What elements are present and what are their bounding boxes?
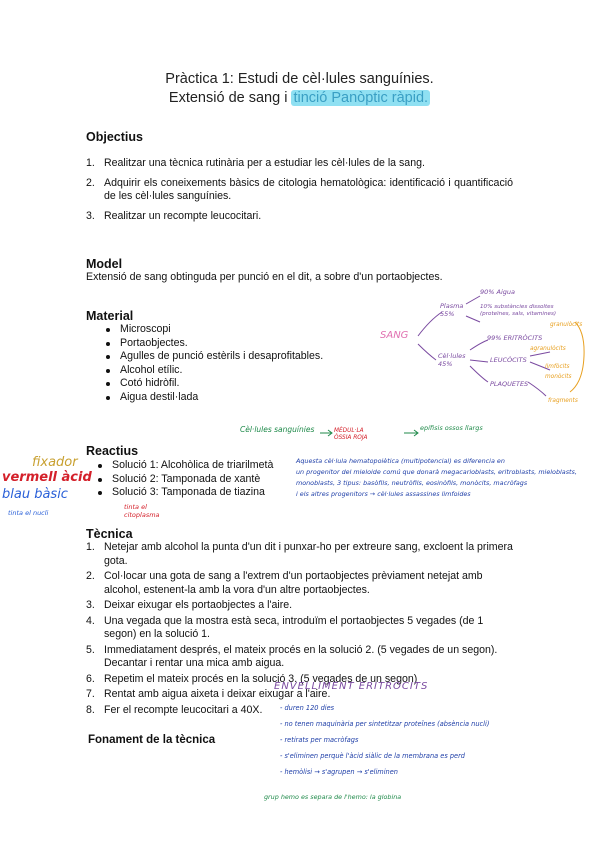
- item-text: Solució 1: Alcohòlica de triarilmetà: [112, 459, 274, 471]
- hemato-line-4: i els altres progenitors → cèl·lules assassines limfoides: [296, 490, 471, 498]
- model-text: Extensió de sang obtinguda per punció en el dit, a sobre d'un portaobjectes.: [86, 271, 443, 283]
- list-item: [104, 323, 323, 337]
- hemato-line-2: un progenitor del mieloide comú que donarà megacarioblasts, eritroblasts, mieloblasts,: [296, 468, 577, 476]
- item-number: 2.: [86, 570, 95, 582]
- title-line-2-plain: Extensió de sang i: [168, 90, 292, 106]
- branch-line: [470, 366, 488, 382]
- bullet-icon: [98, 478, 102, 482]
- list-item: [86, 210, 513, 224]
- item-text: Realitzar un recompte leucocitari.: [104, 209, 262, 222]
- agranulocits-label: agranulòcits: [530, 346, 566, 352]
- bullet-icon: [106, 355, 110, 359]
- item-number: 7.: [86, 688, 95, 700]
- item-number: 1.: [86, 157, 95, 169]
- branch-line: [528, 382, 546, 396]
- plaquetes-label: PLAQUETES: [490, 380, 529, 388]
- list-item: [104, 350, 323, 364]
- material-list-container: [104, 323, 323, 405]
- env-line-5: - hemòlisi → s'agrupen → s'eliminen: [280, 768, 398, 776]
- envelliment-heading: ENVELLIMENT ERITRÒCITS: [274, 681, 429, 692]
- cel-sang-label: Cèl·lules sanguínies: [240, 425, 315, 434]
- fonament-heading: Fonament de la tècnica: [88, 734, 216, 746]
- list-item: [86, 644, 513, 671]
- bullet-icon: [106, 342, 110, 346]
- eritrocits-label: 99% ERITRÒCITS: [487, 334, 543, 342]
- medula-label: MÈDUL·LA ÒSSIA ROJA: [334, 428, 368, 441]
- list-item: [86, 157, 513, 171]
- env-line-2: - no tenen maquinària per sintetitzar proteïnes (absència nucli): [280, 720, 490, 728]
- item-text: Solució 3: Tamponada de tiazina: [112, 486, 265, 499]
- list-item: [96, 486, 273, 500]
- bullet-icon: [98, 464, 102, 468]
- item-number: 5.: [86, 643, 95, 656]
- item-number: 6.: [86, 672, 95, 685]
- env-line-3: - retirats per macròfags: [280, 736, 359, 744]
- objectius-heading: Objectius: [86, 130, 143, 144]
- list-item: [96, 473, 273, 487]
- tecnica-heading: Tècnica: [86, 527, 133, 541]
- list-item: [104, 337, 323, 351]
- item-text: Deixar eixugar els portaobjectes a l'aire.: [104, 599, 293, 611]
- aigua-label: 90% Aigua: [480, 288, 515, 296]
- branch-line: [418, 344, 436, 360]
- item-text: Microscopi: [120, 323, 171, 335]
- list-item: [86, 541, 513, 568]
- branch-line: [470, 360, 488, 362]
- reactius-heading: Reactius: [86, 444, 139, 458]
- list-item: [86, 177, 513, 204]
- hemato-line-3: monoblasts, 3 tipus: basòfils, neutròfils, eosinòfils, monòcits, macròfags: [296, 479, 528, 487]
- fixador-label: fixador: [32, 455, 78, 470]
- arrow-lines: [320, 428, 430, 438]
- item-text: Agulles de punció estèrils i desaprofitables.: [120, 350, 324, 363]
- bullet-icon: [106, 328, 110, 332]
- item-number: 4.: [86, 614, 95, 627]
- arrow-icon: [320, 430, 332, 436]
- material-list: [104, 323, 323, 405]
- item-text: Fer el recompte leucocitari a 40X.: [104, 703, 263, 716]
- item-text: Solució 2: Tamponada de xantè: [112, 472, 261, 485]
- reactius-list-container: [96, 459, 273, 500]
- granulocits-label: granulòcits: [550, 322, 583, 328]
- bullet-icon: [106, 369, 110, 373]
- env-line-6: grup hemo es separa de l'hemo: la globina: [264, 793, 402, 801]
- monocits-label: monòcits: [545, 374, 572, 380]
- env-line-4: - s'eliminen perquè l'àcid siàlic de la membrana es perd: [280, 752, 465, 760]
- list-item: [96, 459, 273, 473]
- tinta-citoplasma-label: tinta el citoplasma: [124, 503, 160, 519]
- item-text: Repetim el mateix procés en la solució 3. (5 vegades de un segon): [104, 672, 418, 685]
- item-number: 3.: [86, 599, 95, 611]
- hemato-note: [296, 456, 596, 500]
- objectius-list: [86, 157, 513, 223]
- model-heading: Model: [86, 257, 123, 271]
- item-number: 1.: [86, 541, 95, 553]
- branch-line: [470, 340, 488, 350]
- limfocits-label: limfòcits: [545, 364, 570, 370]
- title-line-1: Pràctica 1: Estudi de cèl·lules sanguínies.: [165, 71, 434, 87]
- item-text: Realitzar una tècnica rutinària per a estudiar les cèl·lules de la sang.: [104, 157, 425, 169]
- bullet-icon: [98, 491, 102, 495]
- reactius-list: [96, 459, 273, 500]
- list-item: [86, 599, 513, 613]
- objectius-list-container: [86, 157, 513, 229]
- item-text: Col·locar una gota de sang a l'extrem d'un portaobjectes prèviament netejat amb alcohol, estenent-la amb la vora d'un altre portaobjectes.: [104, 570, 483, 596]
- env-line-1: - duren 120 dies: [280, 704, 335, 712]
- substancies-label: 10% substàncies dissoltes (proteïnes, sals, vitamines): [480, 304, 557, 317]
- branch-line: [530, 352, 550, 356]
- list-item: [86, 615, 513, 642]
- sang-label: SANG: [380, 330, 409, 341]
- envelliment-note: [280, 700, 580, 780]
- title-line-2: [0, 89, 599, 108]
- page-title: [0, 70, 599, 108]
- item-text: Cotó hidròfil.: [120, 377, 180, 390]
- item-text: Portaobjectes.: [120, 336, 188, 349]
- item-number: 8.: [86, 703, 95, 716]
- tinta-nucli-label: tinta el nucli: [8, 509, 49, 517]
- item-text: Adquirir els coneixements bàsics de citologia hematològica: identificació i quantificació de les cèl·lules sanguínies.: [104, 176, 513, 202]
- tecnica-list-container: [86, 541, 513, 719]
- material-heading: Material: [86, 309, 134, 323]
- epifisis-label: epífisis ossos llargs: [420, 424, 483, 432]
- item-text: Immediatament després, el mateix procés en la solució 2. (5 vegades de un segon). Decantar i rentar una mica amb aigua.: [104, 643, 498, 669]
- hemato-line-1: Aquesta cèl·lula hematopoiètica (multipotencial) es diferencia en: [296, 457, 505, 465]
- item-text: Una vegada que la mostra està seca, introduïm el portaobjectes 5 vegades (de 1 segon) en la solució 1.: [104, 614, 484, 640]
- list-item: [104, 364, 323, 378]
- item-text: Rentat amb aigua aixeta i deixar eixugar a l'aire.: [104, 688, 331, 700]
- list-item: [104, 377, 323, 391]
- list-item: [86, 570, 513, 597]
- item-text: Aigua destil·lada: [120, 390, 199, 403]
- blau-label: blau bàsic: [2, 487, 68, 502]
- item-text: Alcohol etílic.: [120, 363, 183, 376]
- leucocits-label: LEUCÒCITS: [490, 356, 527, 364]
- plasma-label: Plasma 55%: [440, 302, 464, 318]
- bullet-icon: [106, 396, 110, 400]
- title-highlight: tinció Panòptic ràpid.: [293, 90, 429, 106]
- item-number: 3.: [86, 209, 95, 222]
- item-text: Netejar amb alcohol la punta d'un dit i punxar-ho per extreure sang, excloent la primera gota.: [104, 541, 513, 567]
- bracket-line: [570, 322, 584, 392]
- branch-line: [418, 312, 442, 336]
- fragments-label: fragments: [548, 398, 578, 404]
- bullet-icon: [106, 382, 110, 386]
- list-item: [104, 391, 323, 405]
- arrow-icon: [404, 430, 418, 436]
- vermell-label: vermell àcid: [2, 470, 92, 485]
- cellules-label: Cèl·lules 45%: [438, 352, 466, 368]
- item-number: 2.: [86, 176, 95, 189]
